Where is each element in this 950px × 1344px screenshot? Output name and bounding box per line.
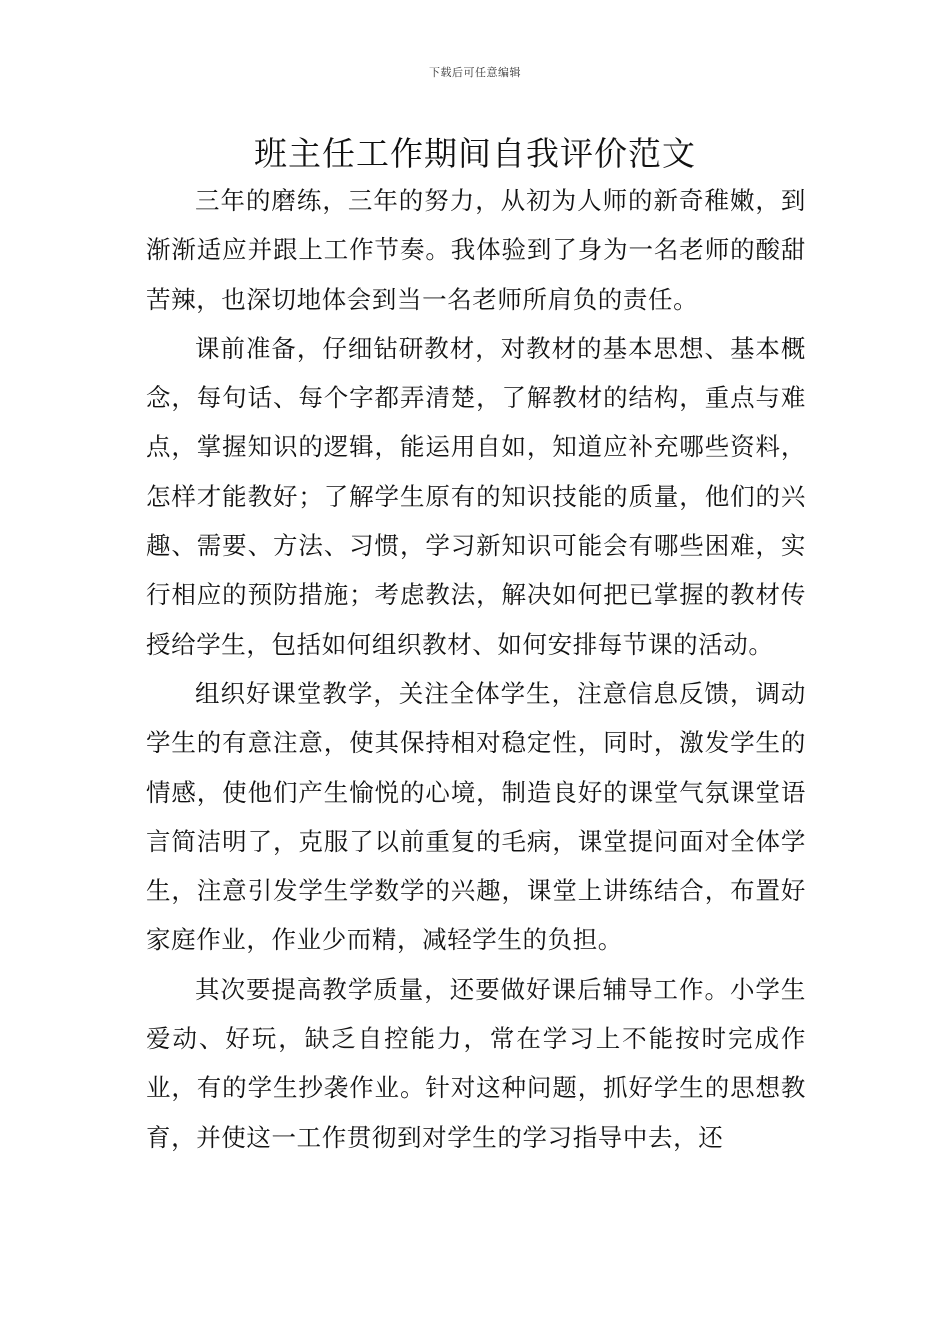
- document-body: [146, 176, 806, 1162]
- paragraph: 课前准备，仔细钻研教材，对教材的基本思想、基本概念，每句话、每个字都弄清楚，了解教材的结构，重点与难点，掌握知识的逻辑，能运用自如，知道应补充哪些资料，怎样才能教好；了解学生原有的知识技能的质量，他们的兴趣、需要、方法、习惯，学习新知识可能会有哪些困难，实行相应的预防措施；考虑教法，解决如何把已掌握的教材传授给学生，包括如何组织教材、如何安排每节课的活动。: [146, 333, 806, 659]
- paragraph: 三年的磨练，三年的努力，从初为人师的新奇稚嫩，到渐渐适应并跟上工作节奏。我体验到了身为一名老师的酸甜苦辣，也深切地体会到当一名老师所肩负的责任。: [146, 186, 806, 314]
- paragraph: 组织好课堂教学，关注全体学生，注意信息反馈，调动学生的有意注意，使其保持相对稳定性，同时，激发学生的情感，使他们产生愉悦的心境，制造良好的课堂气氛课堂语言简洁明了，克服了以前重复的毛病，课堂提问面对全体学生，注意引发学生学数学的兴趣，课堂上讲练结合，布置好家庭作业，作业少而精，减轻学生的负担。: [146, 678, 806, 955]
- header-note: 下载后可任意编辑: [429, 66, 521, 79]
- paragraph: 其次要提高教学质量，还要做好课后辅导工作。小学生爱动、好玩，缺乏自控能力，常在学习上不能按时完成作业，有的学生抄袭作业。针对这种问题，抓好学生的思想教育，并使这一工作贯彻到对学生的学习指导中去，还: [146, 974, 806, 1152]
- document-title: 班主任工作期间自我评价范文: [254, 134, 696, 173]
